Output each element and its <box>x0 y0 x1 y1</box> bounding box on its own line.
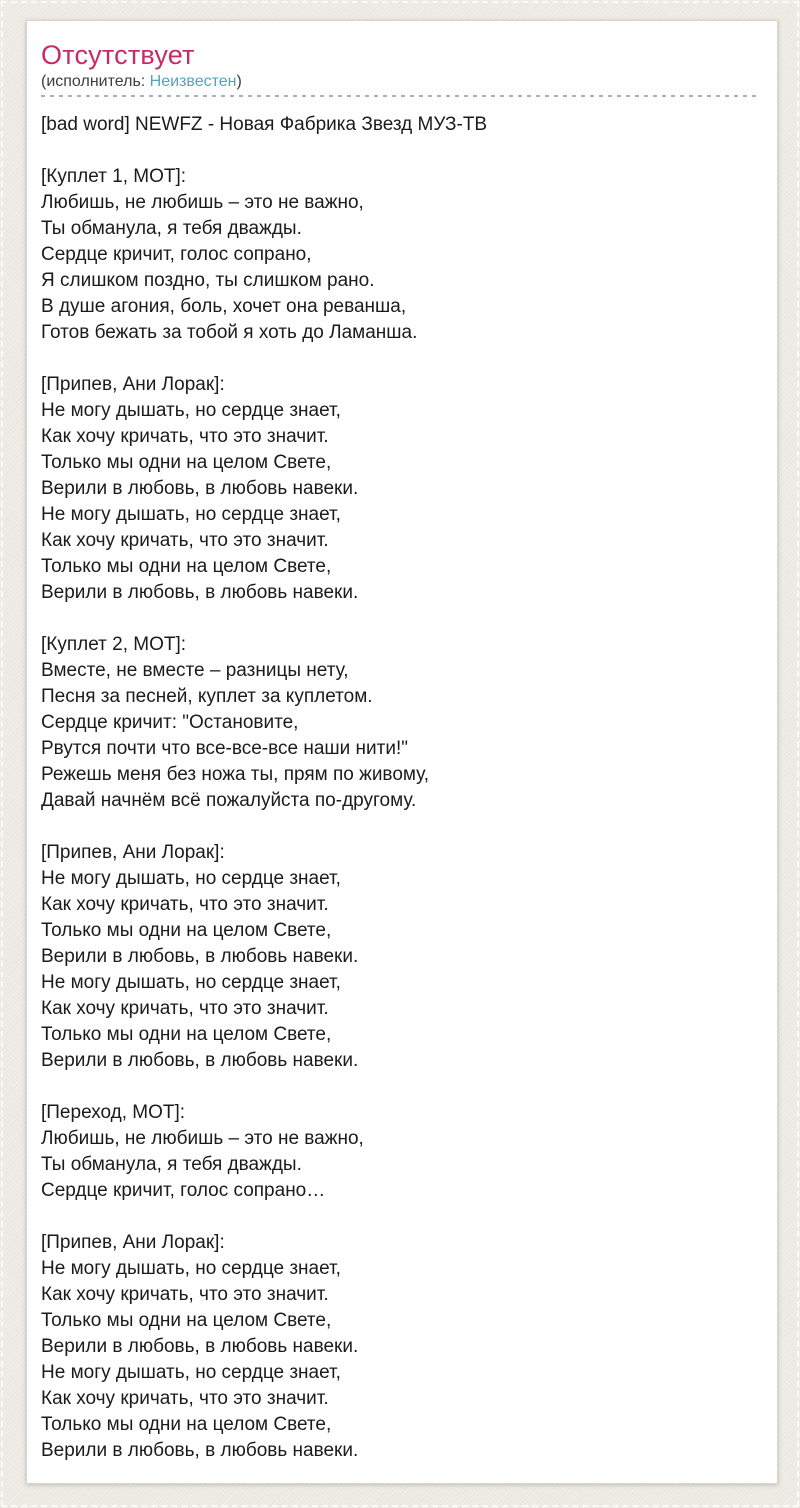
stanza <box>41 632 757 814</box>
lyrics-line: Как хочу кричать, что это значит. <box>41 1388 329 1409</box>
lyrics-line: Только мы одни на целом Свете, <box>41 556 332 577</box>
lyrics-line: [Куплет 1, МОТ]: <box>41 166 187 187</box>
lyrics-line: Готов бежать за тобой я хоть до Ламанша. <box>41 322 418 343</box>
lyrics-line: Сердце кричит, голос сопрано, <box>41 244 312 265</box>
lyrics-line: [Припев, Ани Лорак]: <box>41 374 225 395</box>
lyrics-line: Верили в любовь, в любовь навеки. <box>41 1336 359 1357</box>
stanza <box>41 1230 757 1464</box>
lyrics-card <box>26 20 778 1484</box>
lyrics-line: Не могу дышать, но сердце знает, <box>41 1362 341 1383</box>
lyrics-line: Не могу дышать, но сердце знает, <box>41 400 341 421</box>
lyrics-line: Песня за песней, куплет за куплетом. <box>41 686 373 707</box>
song-header <box>41 39 757 99</box>
lyrics-text <box>41 112 757 1464</box>
lyrics-line: Как хочу кричать, что это значит. <box>41 998 329 1019</box>
lyrics-line: Я слишком поздно, ты слишком рано. <box>41 270 375 291</box>
stanza <box>41 1100 757 1204</box>
lyrics-line: Верили в любовь, в любовь навеки. <box>41 478 359 499</box>
lyrics-line: Ты обманула, я тебя дважды. <box>41 1154 302 1175</box>
lyrics-line: Не могу дышать, но сердце знает, <box>41 504 341 525</box>
lyrics-line: Как хочу кричать, что это значит. <box>41 530 329 551</box>
lyrics-line: В душе агония, боль, хочет она реванша, <box>41 296 407 317</box>
artist-link[interactable]: Неизвестен <box>149 73 237 90</box>
lyrics-line: [Куплет 2, МОТ]: <box>41 634 187 655</box>
lyrics-line: [Припев, Ани Лорак]: <box>41 842 225 863</box>
lyrics-line: Не могу дышать, но сердце знает, <box>41 868 341 889</box>
lyrics-line: Любишь, не любишь – это не важно, <box>41 192 364 213</box>
lyrics-line: Сердце кричит, голос сопрано… <box>41 1180 326 1201</box>
lyrics-line: Режешь меня без ножа ты, прям по живому, <box>41 764 430 785</box>
artist-suffix: ) <box>236 73 242 90</box>
lyrics-line: Сердце кричит: "Остановите, <box>41 712 299 733</box>
lyrics-line: Верили в любовь, в любовь навеки. <box>41 582 359 603</box>
lyrics-line: Не могу дышать, но сердце знает, <box>41 972 341 993</box>
artist-label: (исполнитель: <box>41 73 150 90</box>
stanza <box>41 372 757 606</box>
lyrics-line: Верили в любовь, в любовь навеки. <box>41 946 359 967</box>
lyrics-line: Верили в любовь, в любовь навеки. <box>41 1050 359 1071</box>
lyrics-line: Вместе, не вместе – разницы нету, <box>41 660 349 681</box>
lyrics-line: Как хочу кричать, что это значит. <box>41 894 329 915</box>
lyrics-line: [Переход, МОТ]: <box>41 1102 186 1123</box>
lyrics-line: Только мы одни на целом Свете, <box>41 1414 332 1435</box>
lyrics-line: Не могу дышать, но сердце знает, <box>41 1258 341 1279</box>
lyrics-line: Только мы одни на целом Свете, <box>41 452 332 473</box>
lyrics-line: Только мы одни на целом Свете, <box>41 920 332 941</box>
lyrics-line: Только мы одни на целом Свете, <box>41 1310 332 1331</box>
lyrics-line: Как хочу кричать, что это значит. <box>41 426 329 447</box>
stanza <box>41 112 757 138</box>
lyrics-line: Верили в любовь, в любовь навеки. <box>41 1440 359 1461</box>
lyrics-line: [Припев, Ани Лорак]: <box>41 1232 225 1253</box>
lyrics-line: Давай начнём всё пожалуйста по-другому. <box>41 790 417 811</box>
lyrics-line: Только мы одни на целом Свете, <box>41 1024 332 1045</box>
artist-line <box>41 71 757 93</box>
lyrics-line: Любишь, не любишь – это не важно, <box>41 1128 364 1149</box>
lyrics-line: Рвутся почти что все-все-все наши нити!" <box>41 738 408 759</box>
lyrics-line: [bad word] NEWFZ - Новая Фабрика Звезд МУЗ-ТВ <box>41 114 488 135</box>
lyrics-line: Как хочу кричать, что это значит. <box>41 1284 329 1305</box>
stanza <box>41 840 757 1074</box>
stanza <box>41 164 757 346</box>
song-title: Отсутствует <box>41 40 195 70</box>
lyrics-line: Ты обманула, я тебя дважды. <box>41 218 302 239</box>
